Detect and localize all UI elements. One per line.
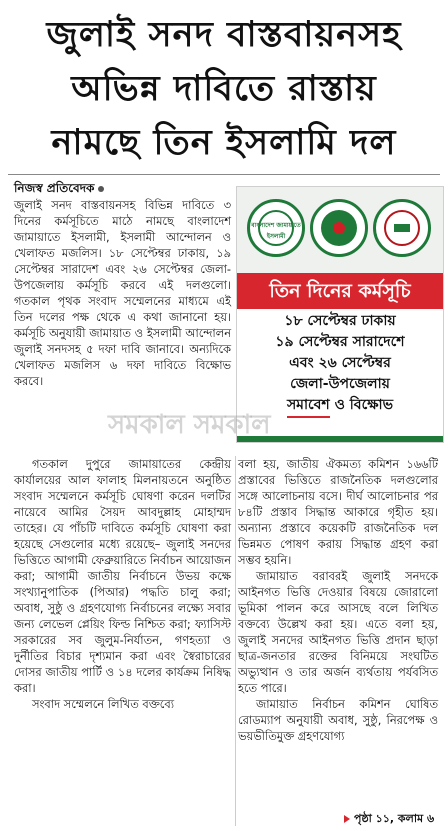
article-paragraph-4: বলা হয়, জাতীয় ঐকমত্য কমিশন ১৬৬টি প্রস্তাবের ভিত্তিতে রাজনৈতিক দলগুলোর সঙ্গে আলোচনায় বসে। দীর্ঘ আলোচনার পর ৮৪টি প্রস্তাব সিদ্ধান্ত আকারে গৃহীত হয়। অন্যান্য প্রস্তাবে কয়েকটি রাজনৈতিক দল ভিন্নমত পোষণ করায় সিদ্ধান্ত গ্রহণ করা সম্ভব হয়নি।: [238, 457, 438, 567]
watermark: সমকাল সমকাল: [108, 410, 271, 440]
program-line-2: ১৯ সেপ্টেম্বর সারাদেশে: [275, 334, 405, 350]
column-divider: [235, 456, 236, 826]
headline-divider: [8, 174, 440, 175]
program-line-5-rest: ও বিক্ষোভ: [329, 397, 394, 413]
headline-line-2: অভিন্ন দাবিতে রাস্তায়: [71, 69, 377, 109]
continuation-arrow-icon: [344, 815, 350, 823]
program-line-1: ১৮ সেপ্টেম্বর ঢাকায়: [284, 313, 396, 329]
jamaat-logo-icon: [247, 199, 305, 257]
jamaat-logo-text: বাংলাদেশ জামায়াতে ইসলামী: [251, 222, 301, 240]
program-details: [237, 311, 443, 418]
headline: [0, 8, 448, 170]
article-paragraph-2: গতকাল দুপুরে জামায়াতের কেন্দ্রীয় কার্যালয়ের আল ফালাহ মিলনায়তনে অনুষ্ঠিত সংবাদ সম্মেলনে কর্মসূচি ঘোষণা করেন দলটির নায়েবে আমির সৈয়দ আবদুল্লাহ মোহাম্মদ তাহের। যে পাঁচটি দাবিতে কর্মসূচি ঘোষণা করা হয়েছে সেগুলোর মধ্যে রয়েছে– জুলাই সনদের ভিত্তিতে আগামী ফেব্রুয়ারিতে নির্বাচন আয়োজন করা; আগামী জাতীয় নির্বাচনে উভয় কক্ষে সংখ্যানুপাতিক (পিআর) পদ্ধতি চালু করা; অবাধ, সুষ্ঠু ও গ্রহণযোগ্য নির্বাচনের লক্ষ্যে সবার জন্য লেভেল প্লেয়িং ফিল্ড নিশ্চিত করা; ফ্যাসিস্ট সরকারের সব জুলুম-নির্যাতন, গণহত্যা ও দুর্নীতির বিচার দৃশ্যমান করা এবং স্বৈরাচারের দোসর জাতীয় পার্টি ও ১৪ দলের কার্যক্রম নিষিদ্ধ করা।: [14, 457, 231, 695]
khelafat-majlis-logo-icon: [373, 199, 431, 257]
article-paragraph-5: জামায়াত বরাবরই জুলাই সনদকে আইনগত ভিত্তি দেওয়ার বিষয়ে জোরালো ভূমিকা পালন করে আসছে বলে লিখিত বক্তব্যে উল্লেখ করা হয়। এতে বলা হয়, জুলাই সনদের আইনগত ভিত্তি প্রদান ছাড়া ছাত্র-জনতার রক্তের বিনিময়ে সংঘটিত অভ্যুত্থান ও তার অর্জন ব্যর্থতায় পর্যবসিত হতে পারে।: [238, 569, 438, 695]
article-column-1-bottom: [14, 456, 231, 712]
article-paragraph-6: জামায়াত নির্বাচন কমিশন ঘোষিত রোডম্যাপ অনুযায়ী অবাধ, সুষ্ঠু, নিরপেক্ষ ও ভয়ভীতিমুক্ত গ্রহণযোগ্য: [238, 697, 438, 743]
headline-line-3: নামছে তিন ইসলামি দল: [51, 123, 397, 163]
islami-andolon-logo-icon: [310, 199, 368, 257]
program-line-4: জেলা-উপজেলায়: [290, 376, 390, 392]
article-paragraph-1: জুলাই সনদ বাস্তবায়নসহ বিভিন্ন দাবিতে ৩ দিনের কর্মসূচিতে মাঠে নামছে বাংলাদেশ জামায়াতে ইসলামী, ইসলামী আন্দোলন ও খেলাফত মজলিস। ১৮ সেপ্টেম্বর ঢাকায়, ১৯ সেপ্টেম্বর সারাদেশ এবং ২৬ সেপ্টেম্বর জেলা-উপজেলায় কর্মসূচি করবে এই দলগুলো। গতকাল পৃথক সংবাদ সম্মেলনের মাধ্যমে এই তিন দলের পক্ষ থেকে এ কথা জানানো হয়। কর্মসূচি অনুযায়ী জামায়াত ও ইসলামী আন্দোলন জুলাই সনদসহ ৫ দফা দাবি জানাবে। অন্যদিকে খেলাফত মজলিস ৬ দফা দাবিতে বিক্ষোভ করবে।: [14, 198, 231, 388]
program-title: তিন দিনের কর্মসূচি: [237, 273, 443, 309]
article-paragraph-3: সংবাদ সম্মেলনে লিখিত বক্তব্যে: [32, 697, 174, 711]
continuation-text: পৃষ্ঠা ১১, কলাম ৬: [354, 812, 435, 825]
program-line-3: এবং ২৬ সেপ্টেম্বর: [289, 355, 391, 371]
article-column-1-top: [14, 197, 231, 389]
article-column-2: [238, 456, 438, 744]
continuation-note: [344, 810, 434, 829]
byline-text: নিজস্ব প্রতিবেদক: [14, 181, 95, 195]
program-line-5-highlight: সমাবেশ: [287, 395, 330, 418]
headline-line-1: জুলাই সনদ বাস্তবায়নসহ: [46, 15, 402, 55]
byline-dot-icon: [98, 186, 104, 192]
party-logos: [237, 187, 443, 273]
